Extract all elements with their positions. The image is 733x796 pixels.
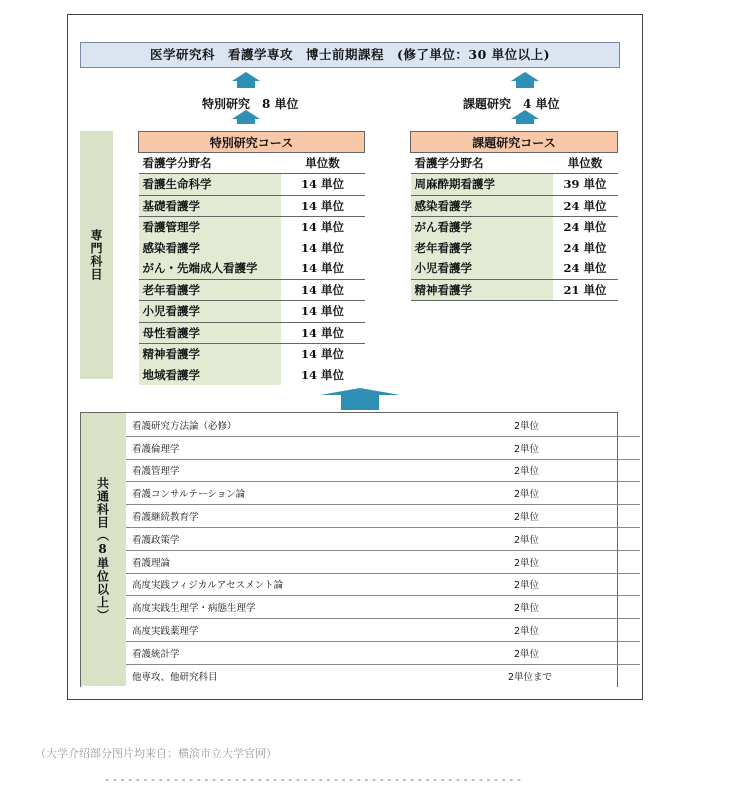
course-name: 看護管理学 — [126, 459, 508, 482]
field-unit: 14 単位 — [281, 174, 365, 196]
field-name: 精神看護学 — [139, 344, 281, 365]
field-unit: 14 単位 — [281, 217, 365, 238]
course-name: 他専攻、他研究科目 — [132, 671, 218, 683]
special-course-title: 特別研究コース — [139, 132, 365, 153]
course-name: 看護研究方法論（必修） — [126, 414, 508, 436]
course-unit: 2単位 — [508, 414, 640, 436]
field-unit: 24 単位 — [553, 195, 618, 217]
course-name: 高度実践生理学・病態生理学 — [126, 596, 508, 619]
field-name: 小児看護学 — [139, 301, 281, 323]
course-unit: 2単位まで — [508, 671, 553, 683]
field-unit: 14 単位 — [281, 258, 365, 279]
course-name: 看護統計学 — [126, 641, 508, 664]
course-name: 高度実践薬理学 — [126, 619, 508, 642]
field-unit: 24 単位 — [553, 238, 618, 259]
column-header-unit: 単位数 — [281, 153, 365, 174]
field-unit: 24 単位 — [553, 258, 618, 279]
image-source-caption: （大学介绍部分图片均来自：横滨市立大学官网） — [35, 747, 277, 760]
dashed-separator: ------------------------------------------------------- — [104, 773, 524, 786]
field-name: 基礎看護学 — [139, 195, 281, 217]
column-header-field: 看護学分野名 — [411, 153, 553, 174]
field-unit: 14 単位 — [281, 365, 365, 386]
course-unit: 2単位 — [508, 641, 640, 664]
field-unit: 14 単位 — [281, 301, 365, 323]
field-name: 老年看護学 — [411, 238, 553, 259]
field-name: 感染看護学 — [411, 195, 553, 217]
field-name: 感染看護学 — [139, 238, 281, 259]
arrow-up-icon — [226, 110, 266, 124]
course-name: 看護理論 — [126, 550, 508, 573]
field-unit: 14 単位 — [281, 279, 365, 301]
column-header-field: 看護学分野名 — [139, 153, 281, 174]
column-header-unit: 単位数 — [553, 153, 618, 174]
topic-course-title: 課題研究コース — [411, 132, 618, 153]
field-unit: 14 単位 — [281, 195, 365, 217]
field-unit: 24 単位 — [553, 217, 618, 238]
field-unit: 14 単位 — [281, 344, 365, 365]
field-name: 地域看護学 — [139, 365, 281, 386]
field-name: 看護生命科学 — [139, 174, 281, 196]
arrow-up-icon — [226, 72, 266, 88]
topic-course-table — [410, 131, 618, 301]
topic-summary: 課題研究 4 単位 — [463, 97, 560, 111]
course-unit: 2単位 — [508, 527, 640, 550]
field-unit: 21 単位 — [553, 279, 618, 301]
course-name: 看護コンサルテーション論 — [126, 482, 508, 505]
field-name: 母性看護学 — [139, 322, 281, 344]
course-unit: 2単位 — [508, 550, 640, 573]
field-name: 精神看護学 — [411, 279, 553, 301]
field-name: がん看護学 — [411, 217, 553, 238]
field-name: がん・先端成人看護学 — [139, 258, 281, 279]
field-name: 小児看護学 — [411, 258, 553, 279]
course-unit: 2単位 — [508, 573, 640, 596]
field-name: 周麻酔期看護学 — [411, 174, 553, 196]
arrow-up-icon — [318, 388, 402, 410]
course-name: 看護政策学 — [126, 527, 508, 550]
course-name: 看護倫理学 — [126, 436, 508, 459]
common-subjects-label: 共通科目（8単位以上） — [80, 413, 126, 686]
course-unit: 2単位 — [508, 596, 640, 619]
common-subjects-table — [126, 414, 640, 687]
arrow-up-icon — [505, 72, 545, 88]
field-unit: 39 単位 — [553, 174, 618, 196]
field-unit: 14 単位 — [281, 238, 365, 259]
course-unit: 2単位 — [508, 505, 640, 528]
field-name: 看護管理学 — [139, 217, 281, 238]
course-unit: 2単位 — [508, 619, 640, 642]
special-summary: 特別研究 8 単位 — [202, 97, 299, 111]
course-name: 高度実践フィジカルアセスメント論 — [126, 573, 508, 596]
course-unit: 2単位 — [508, 436, 640, 459]
program-banner: 医学研究科 看護学専攻 博士前期課程 (修了単位：30 単位以上) — [80, 42, 620, 68]
arrow-up-icon — [505, 110, 545, 124]
course-unit: 2単位 — [508, 482, 640, 505]
field-unit: 14 単位 — [281, 322, 365, 344]
specialized-subjects-label: 専門科目 — [80, 131, 113, 379]
special-course-table — [138, 131, 365, 385]
field-name: 老年看護学 — [139, 279, 281, 301]
course-name: 看護継続教育学 — [126, 505, 508, 528]
course-unit: 2単位 — [508, 459, 640, 482]
